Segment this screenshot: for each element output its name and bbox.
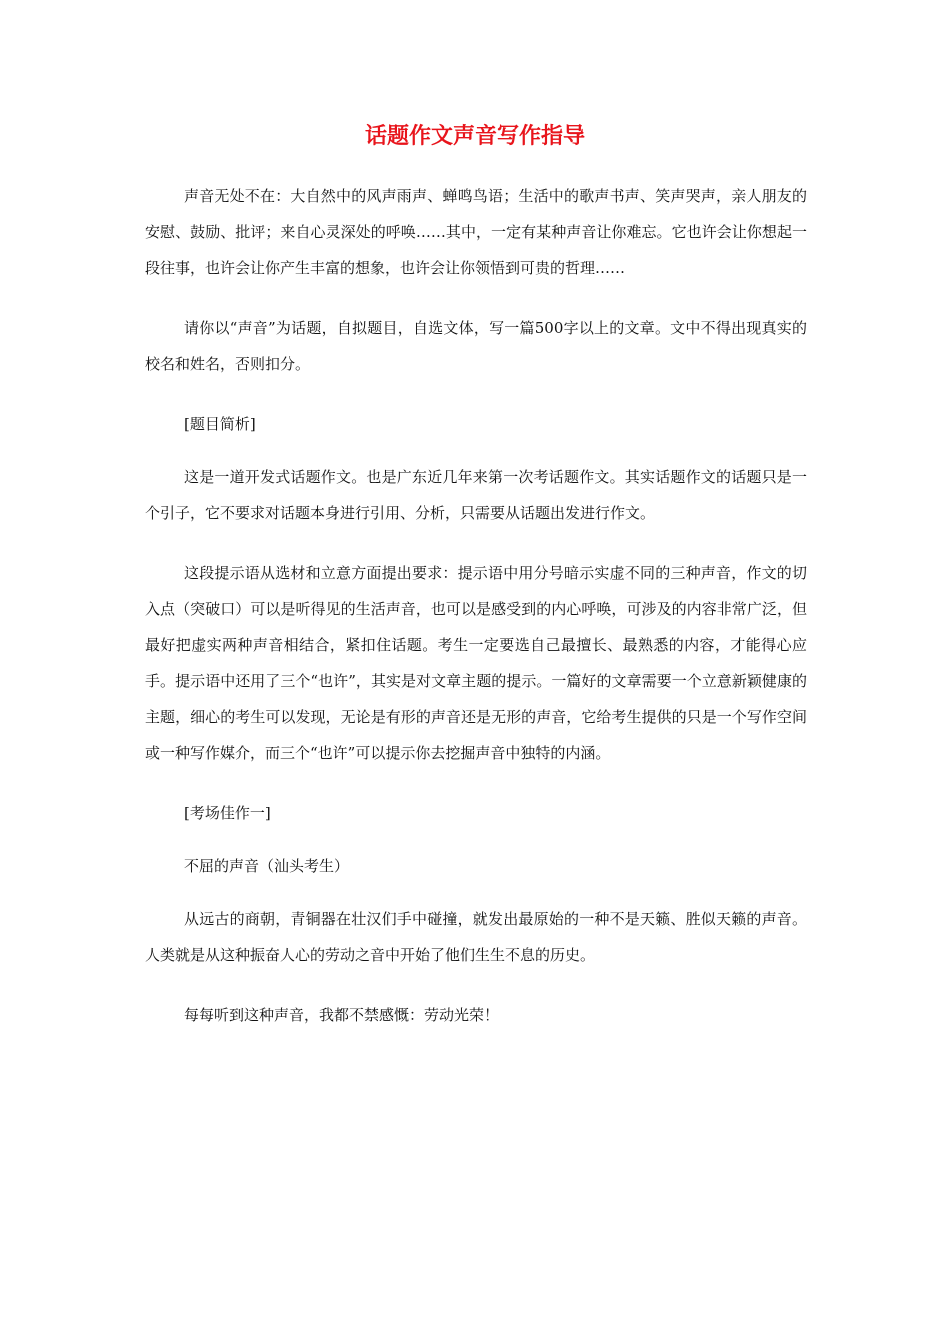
document-title: 话题作文声音写作指导 (364, 124, 585, 149)
intro-paragraph: 声音无处不在：大自然中的风声雨声、蝉鸣鸟语；生活中的歌声书声、笑声哭声，亲人朋友的安慰、鼓励、批评；来自心灵深处的呼唤……其中，一定有某种声音让你难忘。它也许会让你想起一段往事，也许会让你产生丰富的想象，也许会让你领悟到可贵的哲理…… (145, 187, 807, 277)
analysis-paragraph-2: 这段提示语从选材和立意方面提出要求：提示语中用分号暗示实虚不同的三种声音，作文的切入点（突破口）可以是听得见的生活声音，也可以是感受到的内心呼唤，可涉及的内容非常广泛，但最好把虚实两种声音相结合，紧扣住话题。考生一定要选自己最擅长、最熟悉的内容，才能得心应手。提示语中还用了三个“也许”，其实是对文章主题的提示。一篇好的文章需要一个立意新颖健康的主题，细心的考生可以发现，无论是有形的声音还是无形的声音，它给考生提供的只是一个写作空间或一种写作媒介，而三个“也许”可以提示你去挖掘声音中独特的内涵。 (145, 564, 807, 762)
sample-paragraph-1: 从远古的商朝，青铜器在壮汉们手中碰撞，就发出最原始的一种不是天籁、胜似天籁的声音。人类就是从这种振奋人心的劳动之音中开始了他们生生不息的历史。 (145, 910, 807, 964)
analysis-paragraph-1: 这是一道开发式话题作文。也是广东近几年来第一次考话题作文。其实话题作文的话题只是一个引子，它不要求对话题本身进行引用、分析，只需要从话题出发进行作文。 (145, 468, 807, 522)
section-heading-sample: [考场佳作一] (184, 804, 271, 822)
sample-paragraph-2: 每每听到这种声音，我都不禁感慨：劳动光荣！ (184, 1006, 500, 1024)
sample-essay-title: 不屈的声音（汕头考生） (184, 857, 350, 875)
prompt-paragraph: 请你以“声音”为话题，自拟题目，自选文体，写一篇500字以上的文章。文中不得出现真实的校名和姓名，否则扣分。 (145, 319, 807, 373)
document-body (145, 178, 807, 1057)
section-heading-analysis: [题目简析] (184, 415, 256, 433)
